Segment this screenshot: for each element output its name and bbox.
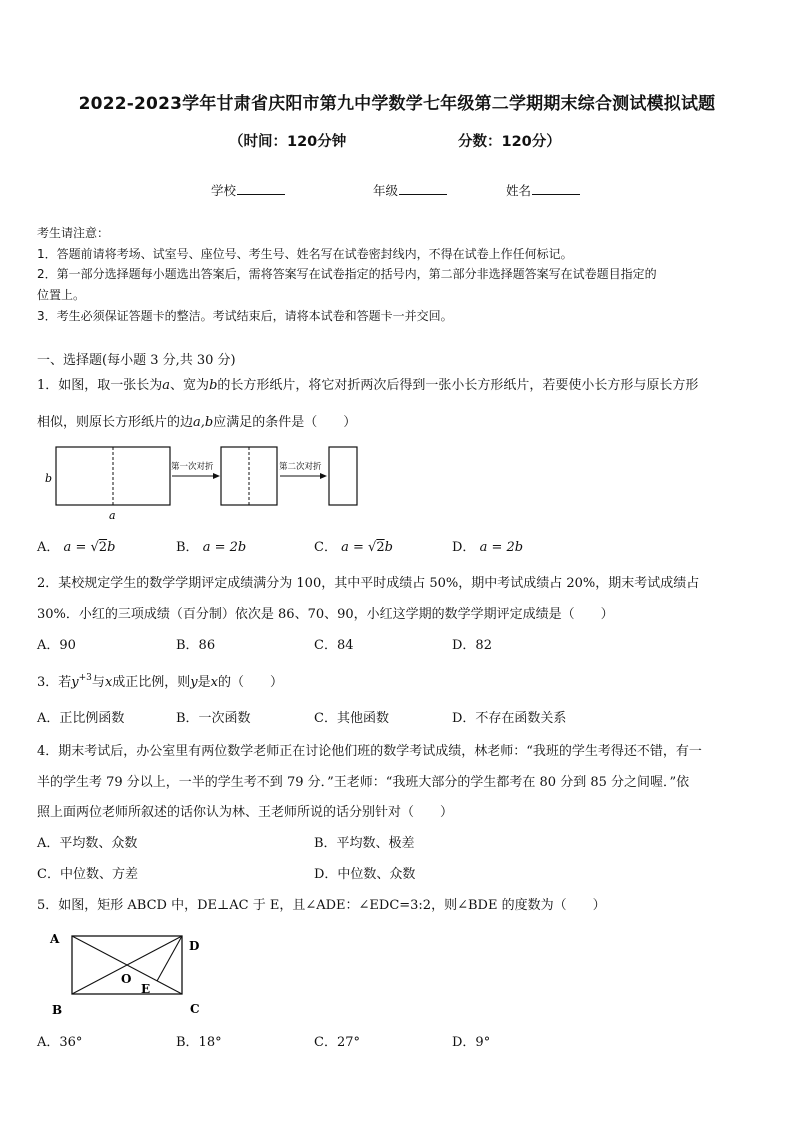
notes-heading: 考生请注意： bbox=[37, 226, 110, 240]
school-label: 学校 bbox=[211, 183, 237, 198]
q3-var-y2: y bbox=[190, 675, 198, 690]
q3-var-x2: x bbox=[210, 675, 219, 690]
name-blank bbox=[532, 182, 580, 195]
section-heading: 一、选择题(每小题 3 分,共 30 分) bbox=[37, 353, 236, 368]
q1-option-c-rad: 2 bbox=[376, 540, 385, 555]
q5-line1: 5．如图，矩形 ABCD 中，DE⊥AC 于 E，且∠ADE：∠EDC=3:2，则∠BDE 的度数为（ ） bbox=[37, 898, 606, 913]
q1-option-b-label: B． bbox=[176, 540, 199, 555]
q1-line2 bbox=[37, 411, 356, 430]
vertex-c: C bbox=[190, 1002, 200, 1016]
q3-text-pre: 3．若 bbox=[37, 675, 72, 690]
q1-option-c-rhs: b bbox=[384, 540, 393, 555]
q1-option-d[interactable] bbox=[452, 536, 523, 555]
grade-field bbox=[373, 181, 447, 199]
q4-option-b[interactable]: B．平均数、极差 bbox=[314, 836, 415, 851]
q1-option-d-expr: a = 2b bbox=[479, 540, 524, 555]
grade-blank bbox=[399, 182, 447, 195]
fold1-label: 第一次对折 bbox=[171, 462, 214, 472]
vertex-d: D bbox=[189, 939, 200, 953]
q1-option-b-expr: a = 2b bbox=[202, 540, 247, 555]
q4-line3: 照上面两位老师所叙述的话你认为林、王老师所说的话分别针对（ ） bbox=[37, 805, 454, 820]
q3-text-mid: 与 bbox=[91, 675, 105, 690]
q4-option-c[interactable]: C．中位数、方差 bbox=[37, 867, 138, 882]
q5-option-d[interactable]: D．9° bbox=[452, 1035, 491, 1050]
q1-option-c[interactable] bbox=[314, 536, 393, 555]
q5-rectangle-figure bbox=[44, 926, 214, 1022]
q1-line1 bbox=[37, 374, 698, 393]
q1-fold-figure bbox=[40, 442, 370, 524]
fold2-arrowhead bbox=[320, 473, 327, 479]
school-field bbox=[211, 181, 285, 199]
q4-line1: 4．期末考试后，办公室里有两位数学老师正在讨论他们班的数学考试成绩，林老师：“我班的学生考得还不错，有一 bbox=[37, 744, 702, 759]
q1-text-c: 的长方形纸片，将它对折两次后得到一张小长方形纸片，若要使小长方形与原长方形 bbox=[217, 378, 699, 393]
q2-option-c[interactable]: C．84 bbox=[314, 638, 354, 653]
point-e: E bbox=[141, 982, 151, 996]
note-item-2: 2．第一部分选择题每小题选出答案后，需将答案写在试卷指定的括号内，第二部分非选择题答案写在试卷题目指定的 bbox=[37, 267, 657, 281]
q1-option-d-label: D． bbox=[452, 540, 476, 555]
q1-option-c-label: C． bbox=[314, 540, 337, 555]
exam-score: 分数：120分） bbox=[458, 134, 561, 150]
sqrt-symbol: √ bbox=[90, 540, 99, 555]
grade-label: 年级 bbox=[373, 183, 399, 198]
q3-line bbox=[37, 671, 283, 690]
page-title: 2022-2023学年甘肃省庆阳市第九中学数学七年级第二学期期末综合测试模拟试题 bbox=[78, 94, 716, 114]
q1-option-a-label: A． bbox=[37, 540, 60, 555]
q4-option-d[interactable]: D．中位数、众数 bbox=[314, 867, 416, 882]
q5-option-a[interactable]: A．36° bbox=[37, 1035, 83, 1050]
q1-option-b[interactable] bbox=[176, 536, 246, 555]
q3-text-mid2: 成正比例，则 bbox=[112, 675, 191, 690]
exam-time: （时间：120分钟 bbox=[229, 134, 347, 150]
q4-option-a[interactable]: A．平均数、众数 bbox=[37, 836, 138, 851]
label-b: b bbox=[45, 472, 53, 485]
half-rectangle bbox=[221, 447, 277, 505]
name-label: 姓名 bbox=[506, 183, 532, 198]
q1-option-a-eq: = bbox=[75, 540, 87, 555]
q2-line1: 2．某校规定学生的数学学期评定成绩满分为 100，其中平时成绩占 50%，期中考试成绩占 20%，期末考试成绩占 bbox=[37, 576, 700, 591]
label-a: a bbox=[109, 509, 116, 522]
q1-var-a: a bbox=[162, 378, 171, 393]
q3-option-a[interactable]: A．正比例函数 bbox=[37, 711, 125, 726]
school-blank bbox=[237, 182, 285, 195]
q2-option-d[interactable]: D．82 bbox=[452, 638, 492, 653]
q3-option-b[interactable]: B．一次函数 bbox=[176, 711, 251, 726]
note-item-2-cont: 位置上。 bbox=[37, 288, 86, 302]
point-o: O bbox=[121, 972, 132, 986]
q1-text-b: 、宽为 bbox=[170, 378, 210, 393]
q1-option-c-lhs: a bbox=[341, 540, 349, 555]
name-field bbox=[506, 181, 580, 199]
quarter-rectangle bbox=[329, 447, 357, 505]
fold2-label: 第二次对折 bbox=[279, 462, 322, 472]
vertex-a: A bbox=[50, 932, 60, 946]
original-rectangle bbox=[56, 447, 170, 505]
q1-option-a-rad: 2 bbox=[98, 540, 108, 555]
fold1-arrowhead bbox=[213, 473, 220, 479]
q1-vars-ab: a,b bbox=[193, 415, 214, 430]
q1-var-b: b bbox=[209, 378, 218, 393]
q3-option-d[interactable]: D．不存在函数关系 bbox=[452, 711, 567, 726]
q5-option-c[interactable]: C．27° bbox=[314, 1035, 360, 1050]
q2-option-b[interactable]: B．86 bbox=[176, 638, 216, 653]
q1-option-c-eq: = bbox=[353, 540, 364, 555]
q1-option-a-lhs: a bbox=[63, 540, 72, 555]
sqrt-symbol: √ bbox=[368, 540, 377, 555]
q3-var-y: y bbox=[71, 675, 79, 690]
q3-var-x: x bbox=[104, 675, 113, 690]
q1-text-e: 应满足的条件是（ ） bbox=[213, 415, 357, 430]
q2-option-a[interactable]: A．90 bbox=[37, 638, 76, 653]
q4-line2: 半的学生考 79 分以上，一半的学生考不到 79 分．”王老师：“我班大部分的学生都考在 80 分到 85 分之间喔．”依 bbox=[37, 775, 690, 790]
q3-text-mid3: 是 bbox=[197, 675, 211, 690]
note-item-1: 1．答题前请将考场、试室号、座位号、考生号、姓名写在试卷密封线内，不得在试卷上作任何标记。 bbox=[37, 247, 573, 261]
q2-line2: 30%．小红的三项成绩（百分制）依次是 86、70、90，小红这学期的数学学期评定成绩是（ ） bbox=[37, 607, 614, 622]
q1-option-a-rhs: b bbox=[107, 540, 116, 555]
q1-option-a[interactable] bbox=[37, 536, 115, 555]
q5-option-b[interactable]: B．18° bbox=[176, 1035, 222, 1050]
q3-text-post: 的（ ） bbox=[218, 675, 284, 690]
q1-text-d: 相似，则原长方形纸片的边 bbox=[37, 415, 194, 430]
q1-text-a: 1．如图，取一张长为 bbox=[37, 378, 163, 393]
q3-option-c[interactable]: C．其他函数 bbox=[314, 711, 389, 726]
q3-plus3: +3 bbox=[78, 673, 92, 683]
vertex-b: B bbox=[52, 1003, 63, 1017]
note-item-3: 3．考生必须保证答题卡的整洁。考试结束后，请将本试卷和答题卡一并交回。 bbox=[37, 309, 453, 323]
